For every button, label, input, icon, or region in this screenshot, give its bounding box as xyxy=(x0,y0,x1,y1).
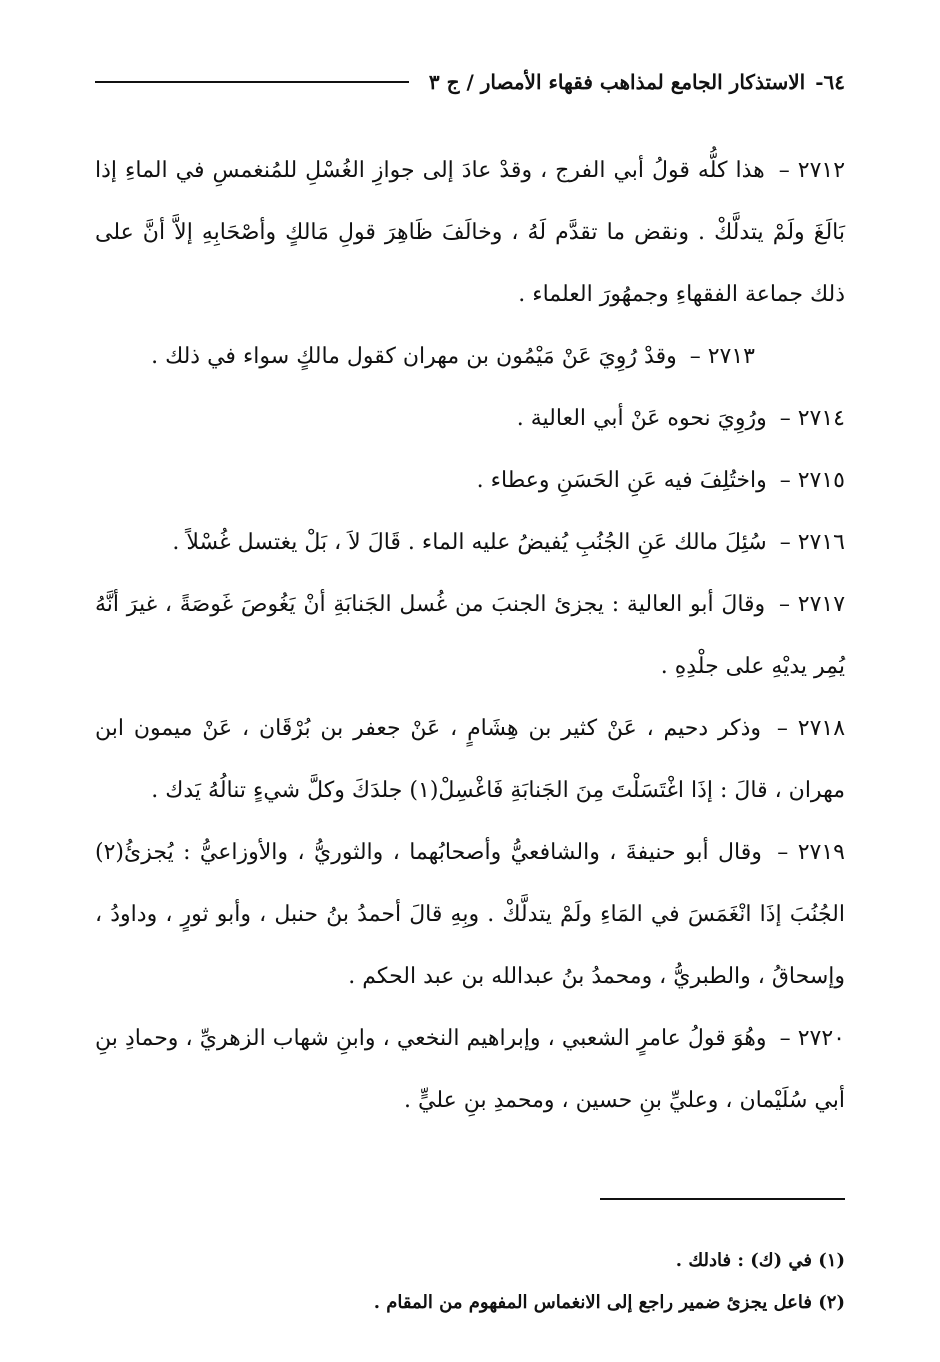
paragraph-text: سُئِلَ مالك عَنِ الجُنُبِ يُفيضُ عليه الماء . قَالَ لاَ ، بَلْ يغتسل غُسْلاً . xyxy=(172,530,767,555)
running-header xyxy=(95,62,845,102)
paragraph-text: وذكر دحيم ، عَنْ كثير بن هِشَامٍ ، عَنْ جعفر بن بُرْقَان ، عَنْ ميمون ابن مهران ، قالَ : إذَا اغْتَسَلْتَ مِنَ الجَنابَةِ فَاغْسِلْ(١) جلدَكَ وكلَّ شيءٍ تنالُهُ يَدك . xyxy=(95,716,845,803)
paragraph-number: ٢٧٢٠ – xyxy=(779,1026,845,1051)
page-number: ٦٤- xyxy=(815,70,845,94)
paragraph-number: ٢٧١٢ – xyxy=(778,158,846,183)
paragraph-number: ٢٧١٧ – xyxy=(778,592,846,617)
footnote-separator xyxy=(600,1198,845,1200)
paragraph-text: وقدْ رُوِيَ عَنْ مَيْمُون بن مهران كقول مالكٍ سواء في ذلك . xyxy=(151,344,677,369)
paragraph-number: ٢٧١٨ – xyxy=(776,716,846,741)
paragraph-text: واختُلِفَ فيه عَنِ الحَسَنِ وعطاء . xyxy=(476,468,767,493)
paragraph-text: ورُوِيَ نحوه عَنْ أبي العالية . xyxy=(516,406,767,431)
paragraph-2713 xyxy=(95,326,845,388)
paragraph-number: ٢٧١٥ – xyxy=(779,468,845,493)
footnote-1: (١) في (ك) : فادلك . xyxy=(675,1250,845,1271)
paragraph-number: ٢٧١٩ – xyxy=(777,840,845,865)
paragraph-text: هذا كلُّه قولُ أبي الفرج ، وقدْ عادَ إلى جوازِ الغُسْلِ للمُنغمسِ في الماءِ إذا بَالَغَ ولَمْ يتدلَّكْ . ونقض ما تقدَّم لَهُ ، وخالَفَ ظَاهِرَ قولِ مَالكٍ وأصْحَابِهِ إلاَّ أنَّ على ذلك جماعة الفقهاءِ وجمهُورَ العلماء . xyxy=(95,158,845,307)
paragraph-number: ٢٧١٣ – xyxy=(689,344,755,369)
paragraph-text: وقال أبو حنيفةَ ، والشافعيُّ وأصحابُهما ، والثوريُّ ، والأوزاعيُّ : يُجزئُ(٢) الجُنُبَ إذَا انْغَمَسَ في المَاءِ ولَمْ يتدلَّكْ . وبِهِ قالَ أحمدُ بنُ حنبل ، وأبو ثورٍ ، وداودُ ، وإسحاقُ ، والطبريُّ ، ومحمدُ بنُ عبدالله بن عبد الحكم . xyxy=(95,840,845,989)
paragraph-2720 xyxy=(95,1008,845,1132)
paragraph-number: ٢٧١٦ – xyxy=(779,530,845,555)
main-text xyxy=(95,140,845,1132)
paragraph-2718 xyxy=(95,698,845,822)
paragraph-2717 xyxy=(95,574,845,698)
paragraph-number: ٢٧١٤ – xyxy=(779,406,845,431)
paragraph-2712 xyxy=(95,140,845,326)
footnotes xyxy=(95,1240,845,1324)
book-title: الاستذكار الجامع لمذاهب فقهاء الأمصار / ج ٣ xyxy=(428,70,806,94)
header-rule xyxy=(95,81,409,83)
paragraph-2719 xyxy=(95,822,845,1008)
footnote-2: (٢) فاعل يجزئ ضمير راجع إلى الانغماس المفهوم من المقام . xyxy=(373,1292,845,1313)
paragraph-2716 xyxy=(95,512,845,574)
paragraph-2715 xyxy=(95,450,845,512)
paragraph-text: وقالَ أبو العالية : يجزئ الجنبَ من غُسل الجَنابَةِ أنْ يَغُوصَ غَوصَةً ، غيرَ أنَّهُ يُمِر يديْهِ على جلْدِهِ . xyxy=(95,592,845,679)
paragraph-2714 xyxy=(95,388,845,450)
paragraph-text: وهُوَ قولُ عامرٍ الشعبي ، وإبراهيم النخعي ، وابنِ شهاب الزهريِّ ، وحمادِ بنِ أبي سُلَيْمان ، وعليِّ بنِ حسين ، ومحمدِ بنِ عليٍّ . xyxy=(95,1026,845,1113)
